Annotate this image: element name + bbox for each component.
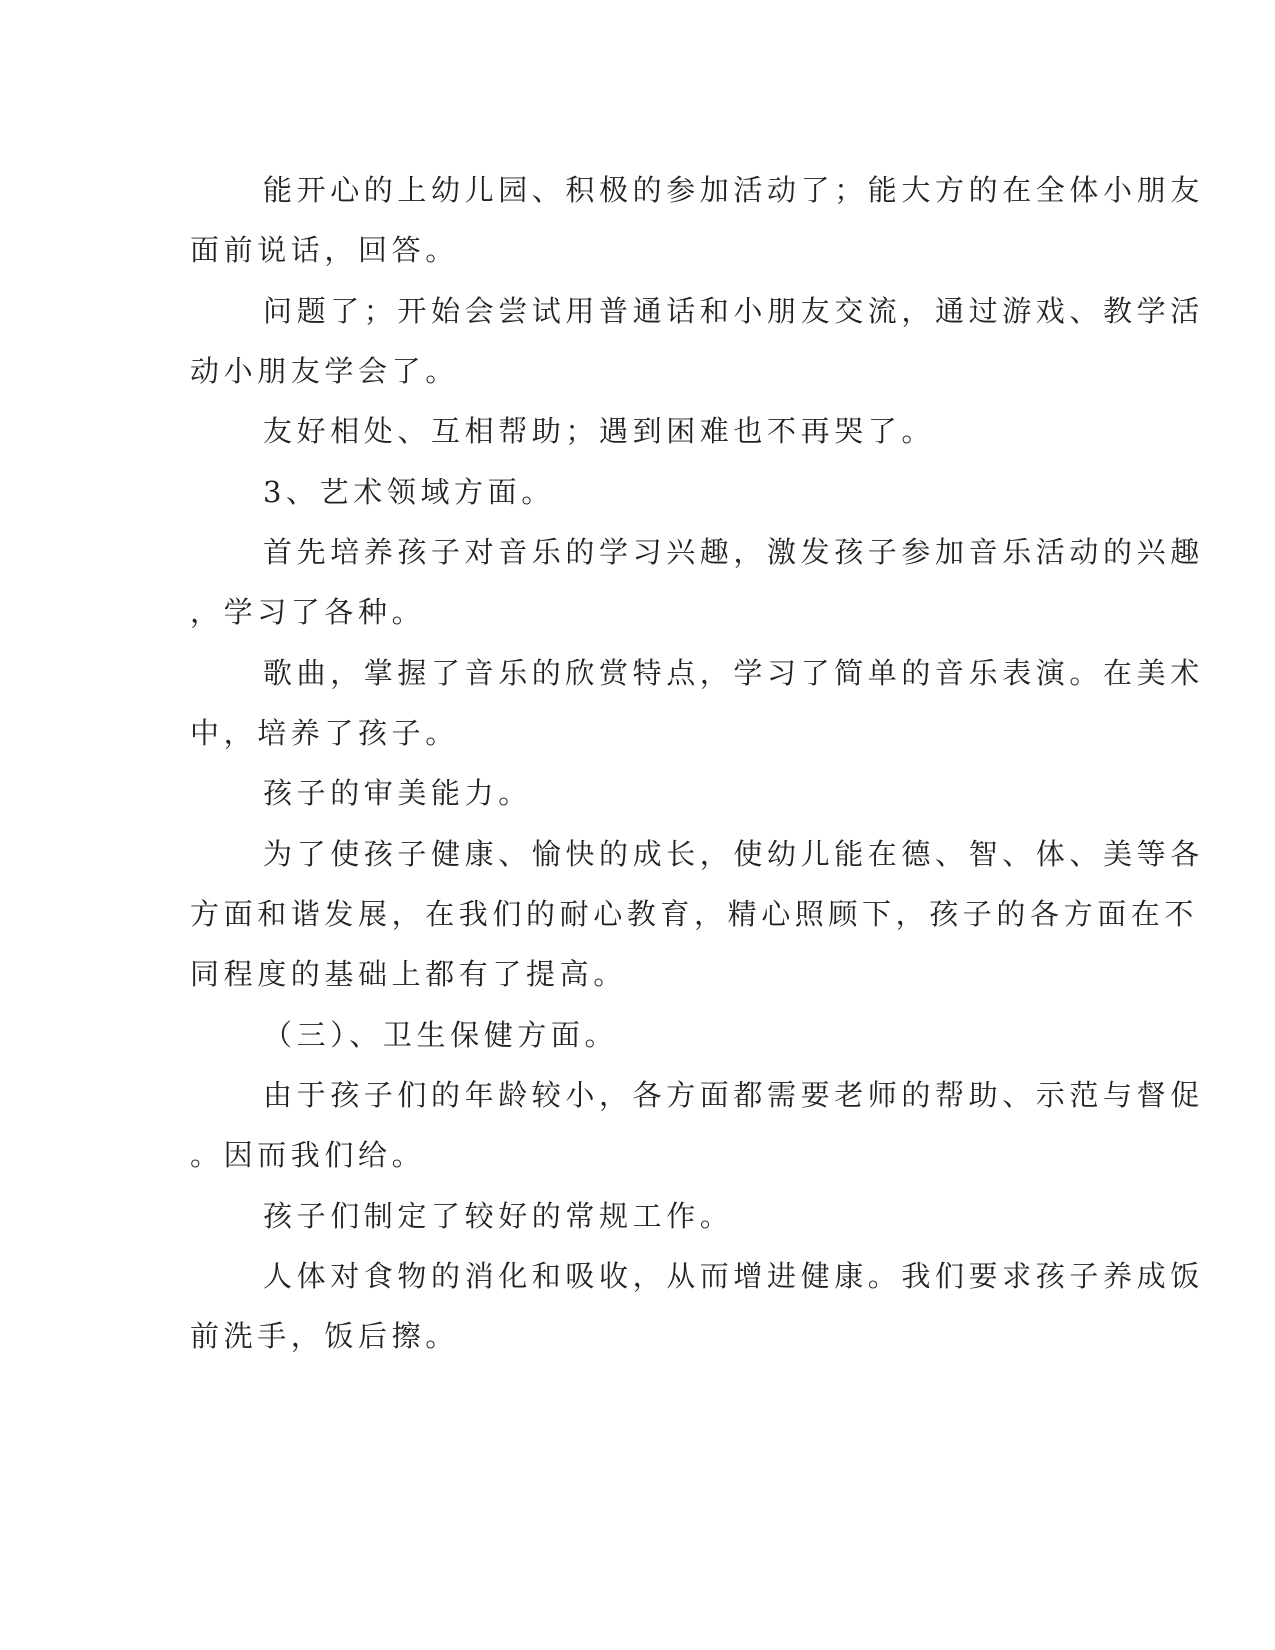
text-line: ，学习了各种。	[190, 595, 426, 629]
text-line: 动小朋友学会了。	[190, 354, 459, 388]
text-line: 孩子们制定了较好的常规工作。	[263, 1199, 734, 1233]
text-line: 同程度的基础上都有了提高。	[190, 957, 627, 991]
text-line: 由于孩子们的年龄较小，各方面都需要老师的帮助、示范与督促	[263, 1078, 1204, 1112]
text-line: 孩子的审美能力。	[263, 776, 532, 810]
text-line: 能开心的上幼儿园、积极的参加活动了；能大方的在全体小朋友	[263, 173, 1204, 207]
text-line: 为了使孩子健康、愉快的成长，使幼儿能在德、智、体、美等各	[263, 837, 1204, 871]
text-line: 中，培养了孩子。	[190, 716, 459, 750]
text-line: 面前说话，回答。	[190, 233, 459, 267]
text-line: 人体对食物的消化和吸收，从而增进健康。我们要求孩子养成饭	[263, 1259, 1204, 1293]
text-line: （三）、卫生保健方面。	[263, 1018, 619, 1052]
text-line: 歌曲，掌握了音乐的欣赏特点，学习了简单的音乐表演。在美术	[263, 656, 1204, 690]
text-line: 方面和谐发展，在我们的耐心教育，精心照顾下，孩子的各方面在不	[190, 897, 1199, 931]
text-line: 。因而我们给。	[190, 1138, 426, 1172]
text-line: 问题了；开始会尝试用普通话和小朋友交流，通过游戏、教学活	[263, 294, 1204, 328]
text-line: 首先培养孩子对音乐的学习兴趣，激发孩子参加音乐活动的兴趣	[263, 535, 1204, 569]
text-line: 3、艺术领域方面。	[263, 475, 555, 509]
text-line: 友好相处、互相帮助；遇到困难也不再哭了。	[263, 414, 936, 448]
text-line: 前洗手，饭后擦。	[190, 1319, 459, 1353]
